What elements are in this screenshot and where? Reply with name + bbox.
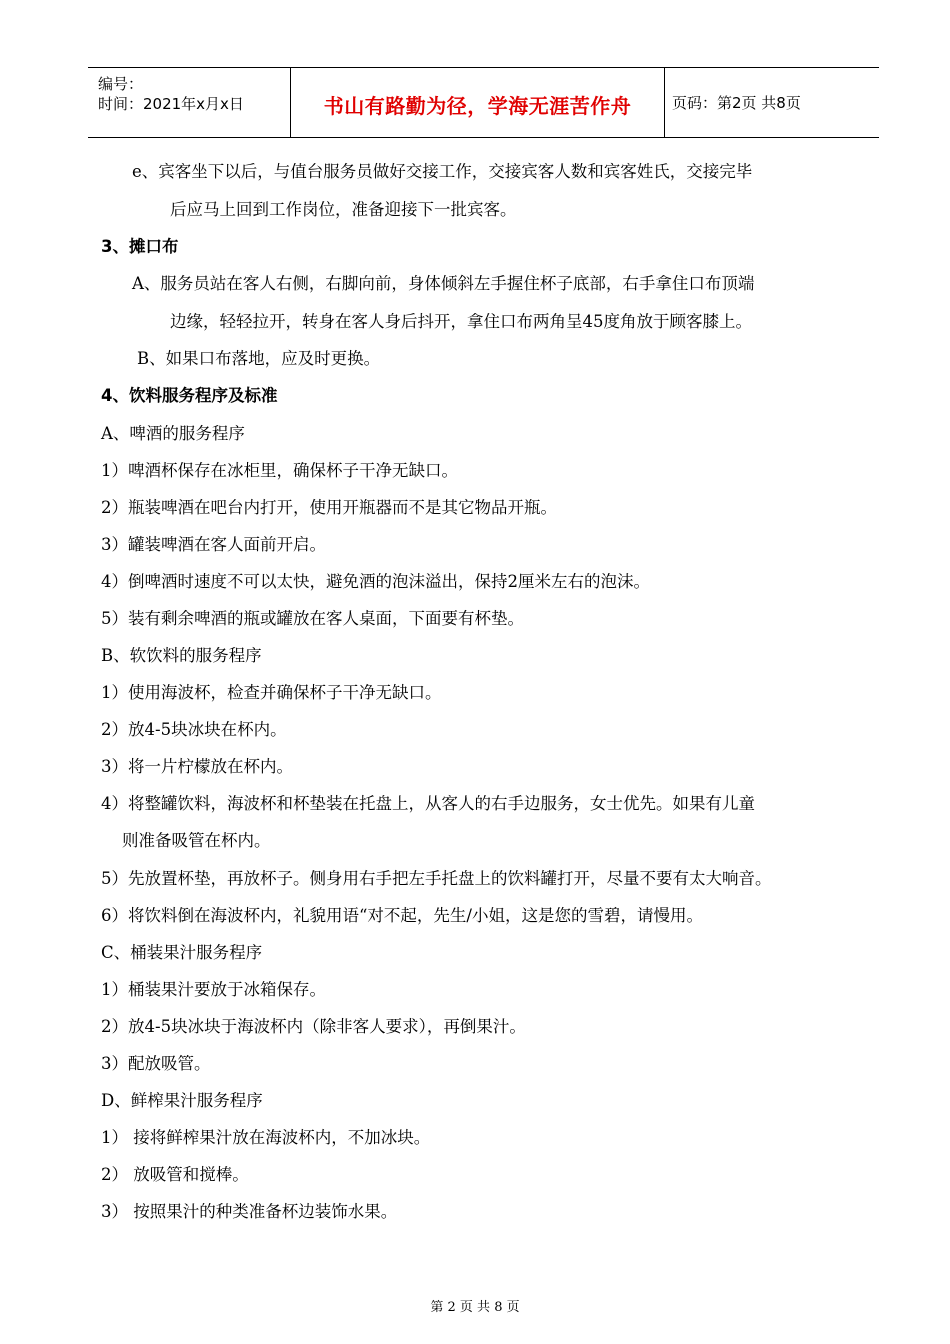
body-line: 1）使用海波杯，检查并确保杯子干净无缺口。 [101,683,442,702]
body-line: 4）将整罐饮料，海波杯和杯垫装在托盘上，从客人的右手边服务，女士优先。如果有儿童 [101,794,755,813]
doc-code-label: 编号： [98,75,144,93]
body-line: 3）配放吸管。 [101,1054,211,1073]
body-line: 2）瓶装啤酒在吧台内打开，使用开瓶器而不是其它物品开瓶。 [101,498,557,517]
page-footer: 第 2 页 共 8 页 [430,1300,520,1315]
subsection-heading: D、鲜榨果汁服务程序 [101,1091,263,1110]
body-line: B、如果口布落地，应及时更换。 [137,349,381,368]
body-line: 1） 接将鲜榨果汁放在海波杯内，不加冰块。 [101,1128,431,1147]
body-line: 3）罐装啤酒在客人面前开启。 [101,535,326,554]
subsection-heading: B、软饮料的服务程序 [101,646,262,665]
section-heading: 3、摊口布 [101,237,179,256]
body-line: 1）桶装果汁要放于冰箱保存。 [101,980,326,999]
body-line: 后应马上回到工作岗位，准备迎接下一批宾客。 [170,200,517,219]
body-line: 4）倒啤酒时速度不可以太快，避免酒的泡沫溢出，保持2厘米左右的泡沫。 [101,572,650,591]
subsection-heading: C、桶装果汁服务程序 [101,943,263,962]
body-line: e、宾客坐下以后，与值台服务员做好交接工作，交接宾客人数和宾客姓氏，交接完毕 [132,162,753,181]
body-line: 边缘，轻轻拉开，转身在客人身后抖开，拿住口布两角呈45度角放于顾客膝上。 [170,312,752,331]
header-page-number: 页码：第2页 共8页 [672,94,801,112]
body-line: 3）将一片柠檬放在杯内。 [101,757,293,776]
subsection-heading: A、啤酒的服务程序 [101,424,245,443]
body-line: 5）先放置杯垫，再放杯子。侧身用右手把左手托盘上的饮料罐打开，尽量不要有太大响音。 [101,869,772,888]
section-heading: 4、饮料服务程序及标准 [101,386,278,405]
body-line: A、服务员站在客人右侧，右脚向前，身体倾斜左手握住杯子底部，右手拿住口布顶端 [132,274,755,293]
body-line: 则准备吸管在杯内。 [122,831,271,850]
header-page-cell [664,68,879,137]
body-line: 1）啤酒杯保存在冰柜里，确保杯子干净无缺口。 [101,461,458,480]
header-motto-cell [290,68,665,137]
page-header [88,67,879,138]
header-motto: 书山有路勤为径，学海无涯苦作舟 [323,94,632,118]
body-line: 6）将饮料倒在海波杯内，礼貌用语“对不起，先生/小姐，这是您的雪碧，请慢用。 [101,906,703,925]
header-meta-cell [88,68,290,137]
body-line: 3） 按照果汁的种类准备杯边装饰水果。 [101,1202,398,1221]
body-line: 2）放4-5块冰块在杯内。 [101,720,287,739]
body-line: 2） 放吸管和搅棒。 [101,1165,249,1184]
body-line: 2）放4-5块冰块于海波杯内（除非客人要求），再倒果汁。 [101,1017,526,1036]
body-line: 5）装有剩余啤酒的瓶或罐放在客人桌面，下面要有杯垫。 [101,609,524,628]
doc-time-label: 时间：2021年x月x日 [98,95,244,113]
